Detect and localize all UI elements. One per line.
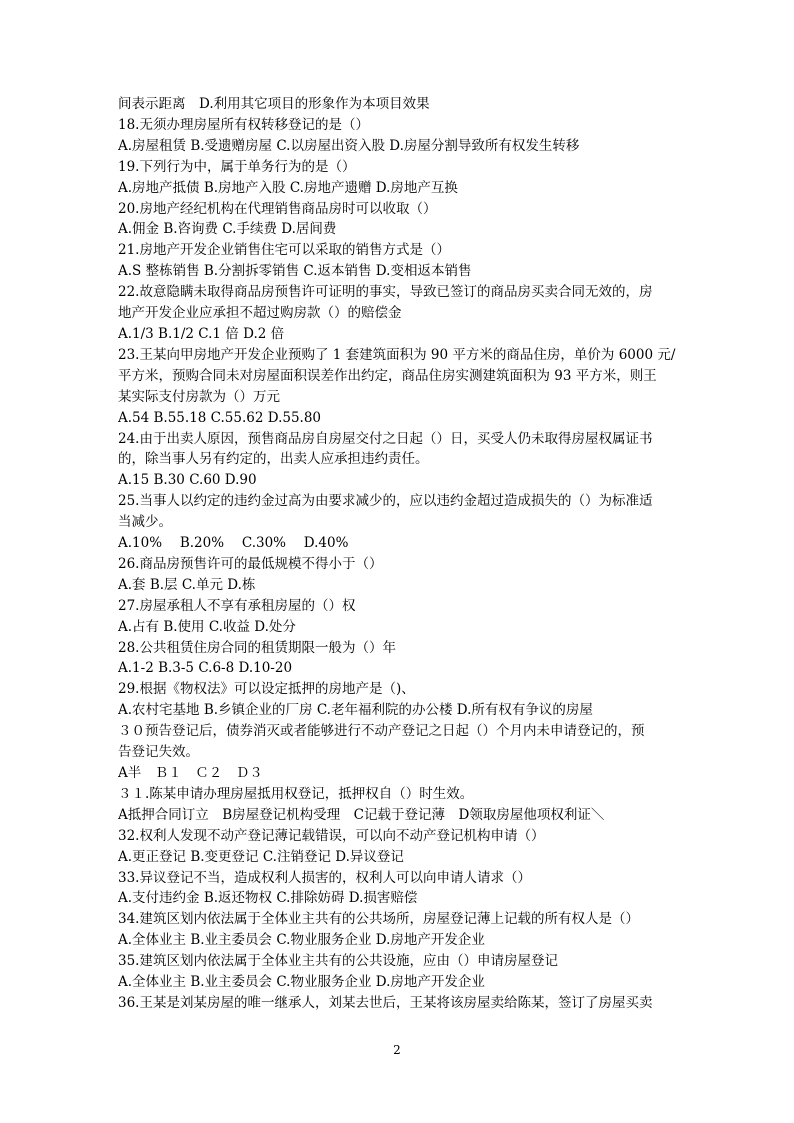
question-19: 19.下列行为中，属于单务行为的是（）	[118, 158, 356, 175]
question-23-cont: 某实际支付房款为（）万元	[118, 388, 280, 405]
question-20: 20.房地产经纪机构在代理销售商品房时可以收取（）	[118, 200, 437, 217]
answer-options-26: A.套 B.层 C.单元 D.栋	[118, 576, 256, 593]
question-24-cont: 的，除当事人另有约定的，出卖人应承担违约责任。	[118, 451, 429, 468]
answer-options-32: A.更正登记 B.变更登记 C.注销登记 D.异议登记	[118, 848, 404, 865]
answer-options-29: A.农村宅基地 B.乡镇企业的厂房 C.老年福利院的办公楼 D.所有权有争议的房屋	[118, 702, 593, 719]
answer-options-21: A.S 整栋销售 B.分割拆零销售 C.返本销售 D.变相返本销售	[118, 263, 472, 280]
question-25-cont: 当减少。	[118, 514, 172, 531]
question-27: 27.房屋承租人不享有承租房屋的（）权	[118, 597, 356, 614]
question-33: 33.异议登记不当，造成权利人损害的，权利人可以向申请人请求（）	[118, 869, 531, 886]
answer-options-27: A.占有 B.使用 C.收益 D.处分	[118, 618, 296, 635]
question-23: 23.王某向甲房地产开发企业预购了 1 套建筑面积为 90 平方米的商品住房，单价为 6000 元/	[118, 346, 676, 363]
answer-options-19: A.房地产抵债 B.房地产入股 C.房地产遗赠 D.房地产互换	[118, 179, 458, 196]
document-body	[118, 94, 688, 1014]
question-25: 25.当事人以约定的违约金过高为由要求减少的，应以违约金超过造成损失的（）为标准适	[118, 493, 653, 510]
question-24: 24.由于出卖人原因，预售商品房自房屋交付之日起（）日，买受人仍未取得房屋权属证书	[118, 430, 653, 447]
question-22: 22.故意隐瞒未取得商品房预售许可证明的事实，导致已签订的商品房买卖合同无效的，房	[118, 284, 653, 301]
question-35: 35.建筑区划内依法属于全体业主共有的公共设施，应由（）申请房屋登记	[118, 953, 558, 970]
question-26: 26.商品房预售许可的最低规模不得小于（）	[118, 555, 383, 572]
answer-options-25: A.10% B.20% C.30% D.40%	[118, 535, 349, 552]
answer-options-35: A.全体业主 B.业主委员会 C.物业服务企业 D.房地产开发企业	[118, 974, 485, 991]
answer-options-34: A.全体业主 B.业主委员会 C.物业服务企业 D.房地产开发企业	[118, 932, 485, 949]
question-30: ３０预告登记后，债券消灭或者能够进行不动产登记之日起（）个月内未申请登记的，预	[118, 723, 645, 740]
answer-options-24: A.15 B.30 C.60 D.90	[118, 472, 257, 489]
question-18: 18.无须办理房屋所有权转移登记的是（）	[118, 116, 369, 133]
answer-options-28: A.1-2 B.3-5 C.6-8 D.10-20	[118, 660, 293, 677]
answer-options-33: A.支付违约金 B.返还物权 C.排除妨碍 D.损害赔偿	[118, 890, 418, 907]
question-36: 36.王某是刘某房屋的唯一继承人，刘某去世后，王某将该房屋卖给陈某，签订了房屋买卖	[118, 994, 653, 1011]
answer-options-30: A半 Ｂ１ Ｃ２ Ｄ３	[118, 765, 263, 781]
answer-options-18: A.房屋租赁 B.受遗赠房屋 C.以房屋出资入股 D.房屋分割导致所有权发生转移	[118, 137, 580, 154]
question-28: 28.公共租赁住房合同的租赁期限一般为（）年	[118, 639, 396, 656]
answer-options-22: A.1/3 B.1/2 C.1 倍 D.2 倍	[118, 325, 285, 342]
answer-options-31: A抵押合同订立 B房屋登记机构受理 C记载于登记薄 D领取房屋他项权利证＼	[118, 806, 605, 823]
question-21: 21.房地产开发企业销售住宅可以采取的销售方式是（）	[118, 242, 450, 259]
question-32: 32.权利人发现不动产登记薄记载错误，可以向不动产登记机构申请（）	[118, 827, 545, 844]
answer-options-23: A.54 B.55.18 C.55.62 D.55.80	[118, 409, 322, 426]
answer-options-20: A.佣金 B.咨询费 C.手续费 D.居间费	[118, 221, 337, 238]
question-29: 29.根据《物权法》可以设定抵押的房地产是（)、	[118, 681, 415, 698]
question-23-cont: 平方米，预购合同未对房屋面积误差作出约定，商品住房实测建筑面积为 93 平方米，则王	[118, 367, 657, 384]
question-30-cont: 告登记失效。	[118, 744, 199, 761]
text-line: 间表示距离 D.利用其它项目的形象作为本项目效果	[118, 96, 430, 112]
question-34: 34.建筑区划内依法属于全体业主共有的公共场所，房屋登记薄上记载的所有权人是（）	[118, 911, 639, 928]
question-31: ３１.陈某申请办理房屋抵用权登记，抵押权自（）时生效。	[118, 785, 474, 802]
question-22-cont: 地产开发企业应承担不超过购房款（）的赔偿金	[118, 305, 402, 322]
page-number: 2	[393, 1043, 401, 1057]
